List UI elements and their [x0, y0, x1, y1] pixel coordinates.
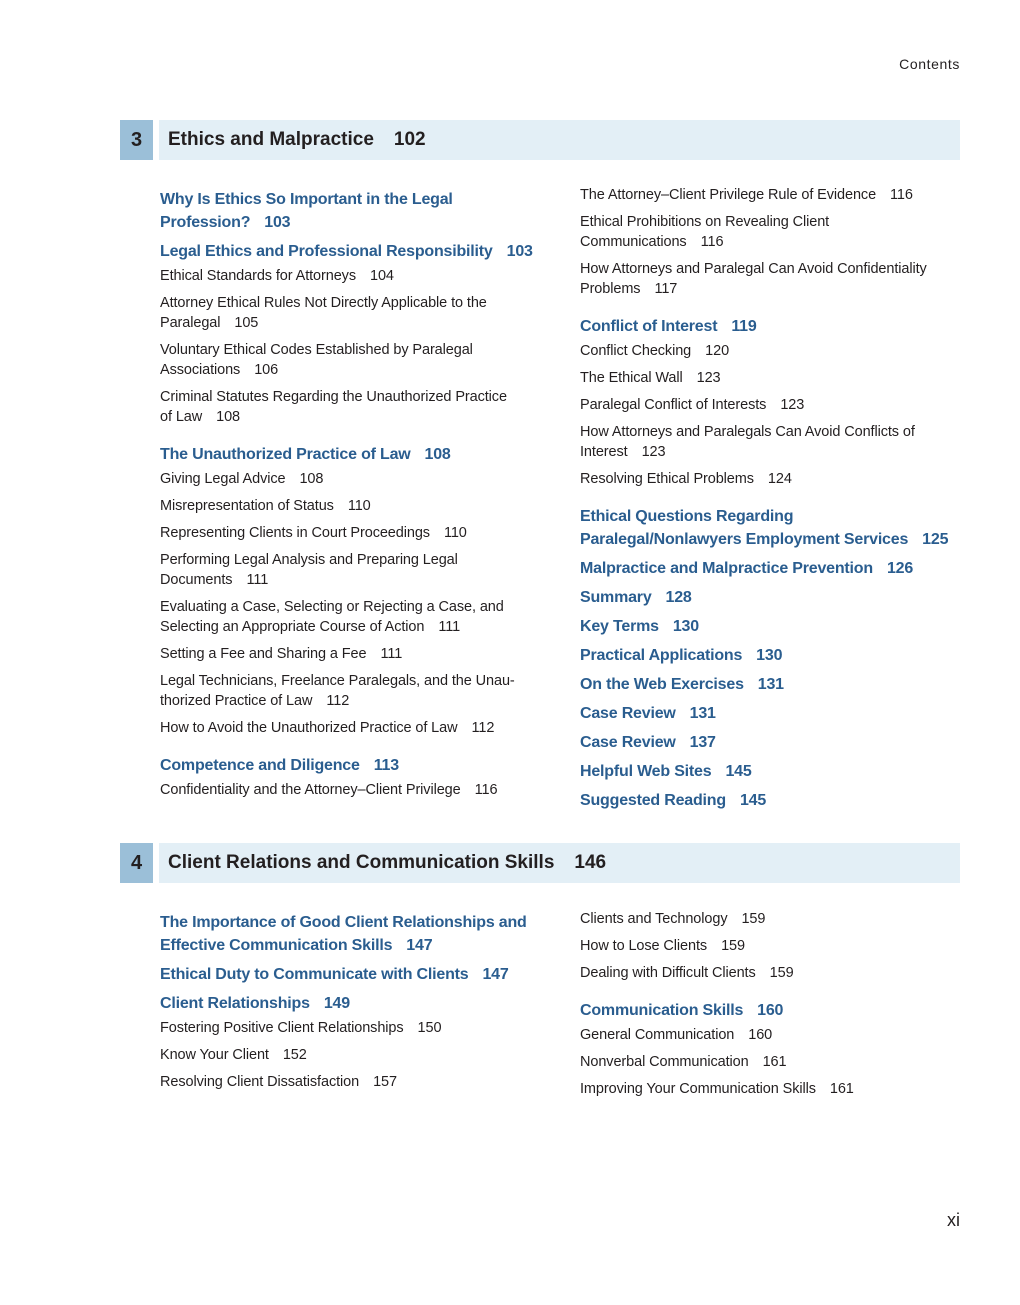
toc-entry-text: How to Lose Clients	[580, 938, 708, 954]
toc-heading	[580, 586, 960, 609]
toc-page-number: 108	[216, 409, 241, 425]
toc-page-number: 108	[424, 446, 451, 463]
toc-page-number: 161	[762, 1054, 787, 1070]
toc-entry-text: How to Avoid the Unauthorized Practice of Law	[160, 720, 458, 736]
toc-page-number: 124	[767, 471, 792, 487]
toc-entry-text: Communications	[580, 234, 687, 250]
toc-entry	[160, 1018, 540, 1038]
toc-entry	[580, 1025, 960, 1045]
chapter-title: Ethics and Malpractice	[168, 129, 374, 150]
toc-entry	[160, 496, 540, 516]
toc-page-number: 120	[705, 343, 730, 359]
toc-entry	[160, 293, 540, 333]
toc-entry-text: Confidentiality and the Attorney–Client Privilege	[160, 782, 461, 798]
toc-entry-text: of Law	[160, 409, 203, 425]
chapter-title-bar	[159, 843, 960, 883]
toc-entry-text: Malpractice and Malpractice Prevention	[580, 560, 873, 577]
toc-entry	[580, 1052, 960, 1072]
toc-entry	[580, 212, 960, 252]
toc-page-number: 104	[369, 268, 394, 284]
toc-entry-text: Selecting an Appropriate Course of Action	[160, 619, 425, 635]
toc-entry-text: Paralegal	[160, 315, 221, 331]
toc-page-number: 157	[373, 1074, 397, 1090]
toc-page-number: 126	[886, 560, 914, 577]
toc-entry-text: Criminal Statutes Regarding the Unauthorized Practice	[160, 389, 507, 405]
toc-entry-text: Profession?	[160, 214, 251, 231]
toc-entry-text: Suggested Reading	[580, 792, 726, 809]
toc-page-number: 112	[471, 720, 495, 736]
toc-entry-text: Legal Ethics and Professional Responsibility	[160, 243, 493, 260]
toc-page-number: 116	[890, 187, 913, 203]
toc-heading	[580, 702, 960, 725]
toc-page-number: 110	[443, 525, 467, 541]
toc-page-number: 123	[696, 370, 721, 386]
toc-entry-text: Resolving Ethical Problems	[580, 471, 754, 487]
toc-page-number: 152	[282, 1047, 307, 1063]
toc-entry-text: Dealing with Difficult Clients	[580, 965, 756, 981]
toc-entry-text: Fostering Positive Client Relationships	[160, 1020, 404, 1036]
toc-heading	[580, 505, 960, 551]
toc-page-number: 112	[326, 693, 350, 709]
toc-entry-text: Ethical Prohibitions on Revealing Client	[580, 214, 830, 230]
toc-page-number: 149	[323, 995, 350, 1012]
toc-heading	[580, 557, 960, 580]
toc-entry	[160, 266, 540, 286]
toc-entry	[160, 340, 540, 380]
toc-entry-text: Why Is Ethics So Important in the Legal	[160, 191, 453, 208]
toc-page-number: 130	[756, 647, 783, 664]
toc-page-number: 110	[347, 498, 371, 514]
toc-entry-text: Know Your Client	[160, 1047, 269, 1063]
toc-entry	[580, 422, 960, 462]
toc-page-number: 123	[641, 444, 666, 460]
toc-entry-text: Ethical Questions Regarding	[580, 508, 794, 525]
chapter-4-header	[120, 843, 960, 883]
toc-entry-text: The Unauthorized Practice of Law	[160, 446, 411, 463]
toc-entry	[160, 1045, 540, 1065]
toc-page-number: 117	[654, 281, 678, 297]
toc-heading	[160, 963, 540, 986]
toc-entry	[160, 644, 540, 664]
toc-entry-text: The Importance of Good Client Relationships and	[160, 914, 527, 931]
toc-entry-text: Case Review	[580, 734, 676, 751]
toc-entry	[580, 395, 960, 415]
toc-page-number: 111	[438, 619, 461, 635]
toc-heading	[580, 731, 960, 754]
toc-page-number: 125	[922, 531, 949, 548]
toc-page-number: 128	[665, 589, 692, 606]
toc-page-number: 147	[482, 966, 509, 983]
toc-entry	[580, 259, 960, 299]
toc-entry	[160, 718, 540, 738]
toc-entry-text: Setting a Fee and Sharing a Fee	[160, 646, 367, 662]
toc-page-number: 160	[748, 1027, 773, 1043]
toc-entry-text: Voluntary Ethical Codes Established by Paralegal	[160, 342, 473, 358]
toc-entry-text: thorized Practice of Law	[160, 693, 313, 709]
toc-page-number: 147	[406, 937, 433, 954]
toc-entry	[160, 523, 540, 543]
chapter-number: 4	[120, 843, 153, 883]
toc-entry	[160, 597, 540, 637]
toc-heading	[580, 999, 960, 1022]
chapter-number: 3	[120, 120, 153, 160]
toc-entry-text: Improving Your Communication Skills	[580, 1081, 816, 1097]
toc-entry-text: Interest	[580, 444, 628, 460]
toc-heading	[160, 240, 540, 263]
toc-page-number: 145	[725, 763, 752, 780]
toc-entry	[160, 1072, 540, 1092]
toc-heading	[580, 615, 960, 638]
toc-page-number: 159	[769, 965, 794, 981]
toc-page-number: 159	[741, 911, 766, 927]
toc-page-number: 108	[299, 471, 324, 487]
toc-page-number: 103	[264, 214, 291, 231]
toc-entry-text: Conflict of Interest	[580, 318, 718, 335]
toc-entry-text: Associations	[160, 362, 241, 378]
toc-page-number: 161	[829, 1081, 854, 1097]
toc-entry-text: Paralegal Conflict of Interests	[580, 397, 767, 413]
toc-entry-text: Key Terms	[580, 618, 659, 635]
toc-entry-text: Misrepresentation of Status	[160, 498, 334, 514]
toc-page-number: 105	[234, 315, 259, 331]
page-number: xi	[947, 1210, 960, 1230]
toc-page-number: 131	[689, 705, 716, 722]
toc-heading	[160, 188, 540, 234]
toc-entry-text: Performing Legal Analysis and Preparing Legal	[160, 552, 458, 568]
toc-page-number: 103	[506, 243, 533, 260]
toc-entry	[580, 963, 960, 983]
toc-entry-text: Ethical Duty to Communicate with Clients	[160, 966, 469, 983]
toc-entry-text: Conflict Checking	[580, 343, 692, 359]
toc-entry-text: Case Review	[580, 705, 676, 722]
chapter-3-left-column	[160, 188, 540, 800]
toc-entry-text: Problems	[580, 281, 641, 297]
toc-entry	[160, 469, 540, 489]
toc-page-number: 160	[757, 1002, 784, 1019]
toc-entry	[580, 185, 960, 205]
toc-heading	[160, 754, 540, 777]
toc-entry	[580, 368, 960, 388]
chapter-title: Client Relations and Communication Skills	[168, 852, 555, 873]
toc-heading	[580, 760, 960, 783]
toc-heading	[580, 644, 960, 667]
chapter-3-header	[120, 120, 960, 160]
toc-entry-text: Client Relationships	[160, 995, 310, 1012]
toc-entry-text: Helpful Web Sites	[580, 763, 712, 780]
toc-entry	[580, 469, 960, 489]
toc-entry-text: Effective Communication Skills	[160, 937, 393, 954]
toc-page-number: 159	[721, 938, 745, 954]
toc-page-number: 119	[731, 318, 757, 335]
toc-entry-text: Competence and Diligence	[160, 757, 360, 774]
toc-page-number: 150	[417, 1020, 442, 1036]
toc-page-number: 111	[380, 646, 403, 662]
toc-entry-text: Nonverbal Communication	[580, 1054, 749, 1070]
toc-page-number: 106	[254, 362, 279, 378]
toc-page-number: 123	[780, 397, 805, 413]
toc-entry	[160, 780, 540, 800]
toc-entry-text: Resolving Client Dissatisfaction	[160, 1074, 360, 1090]
toc-entry	[580, 936, 960, 956]
chapter-page: 146	[574, 852, 607, 873]
toc-page-number: 131	[757, 676, 784, 693]
toc-heading	[580, 673, 960, 696]
toc-entry-text: Communication Skills	[580, 1002, 744, 1019]
toc-heading	[580, 315, 960, 338]
toc-entry	[580, 341, 960, 361]
toc-entry	[580, 1079, 960, 1099]
toc-entry-text: Practical Applications	[580, 647, 743, 664]
toc-entry-text: Ethical Standards for Attorneys	[160, 268, 356, 284]
toc-heading	[580, 789, 960, 812]
toc-entry-text: Giving Legal Advice	[160, 471, 286, 487]
toc-entry-text: Evaluating a Case, Selecting or Rejecting a Case, and	[160, 599, 504, 615]
toc-entry-text: Legal Technicians, Freelance Paralegals, and the Unau-	[160, 673, 515, 689]
chapter-page: 102	[393, 129, 426, 150]
chapter-title-bar	[159, 120, 960, 160]
toc-entry-text: The Ethical Wall	[580, 370, 683, 386]
toc-page-number: 137	[689, 734, 716, 751]
toc-entry-text: General Communication	[580, 1027, 735, 1043]
toc-page-number: 116	[700, 234, 724, 250]
toc-page-number: 145	[739, 792, 767, 809]
toc-page-number: 130	[672, 618, 699, 635]
toc-page-number: 116	[474, 782, 498, 798]
toc-page-number: 113	[373, 757, 399, 774]
toc-entry	[580, 909, 960, 929]
toc-heading	[160, 992, 540, 1015]
toc-entry-text: The Attorney–Client Privilege Rule of Evidence	[580, 187, 877, 203]
chapter-3-right-column	[580, 185, 960, 812]
toc-heading	[160, 443, 540, 466]
chapter-4-left-column	[160, 911, 540, 1092]
running-head: Contents	[899, 56, 960, 72]
toc-entry	[160, 387, 540, 427]
toc-entry-text: On the Web Exercises	[580, 676, 744, 693]
toc-entry-text: Clients and Technology	[580, 911, 728, 927]
toc-entry-text: Representing Clients in Court Proceedings	[160, 525, 430, 541]
toc-entry	[160, 550, 540, 590]
toc-entry-text: How Attorneys and Paralegal Can Avoid Confidentiality	[580, 261, 927, 277]
toc-heading	[160, 911, 540, 957]
toc-entry-text: Summary	[580, 589, 652, 606]
chapter-4-right-column	[580, 909, 960, 1099]
toc-entry-text: Documents	[160, 572, 233, 588]
toc-entry-text: How Attorneys and Paralegals Can Avoid Conflicts of	[580, 424, 915, 440]
toc-entry-text: Attorney Ethical Rules Not Directly Applicable to the	[160, 295, 487, 311]
toc-entry-text: Paralegal/Nonlawyers Employment Services	[580, 531, 909, 548]
toc-page-number: 111	[246, 572, 269, 588]
toc-entry	[160, 671, 540, 711]
